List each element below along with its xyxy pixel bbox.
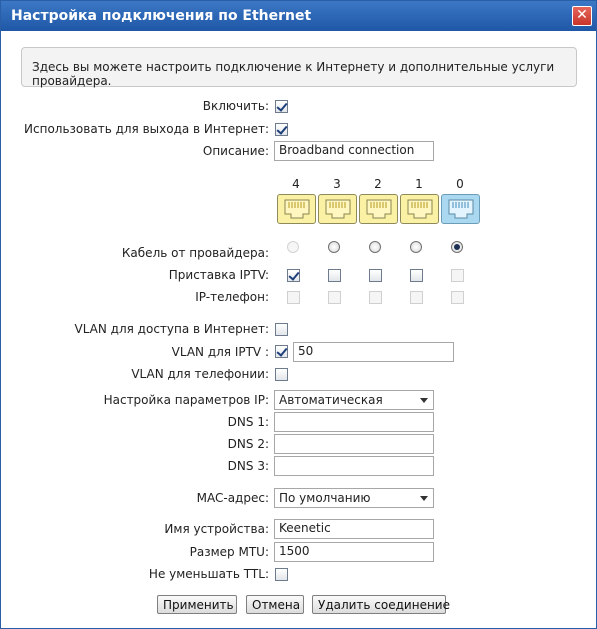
vlan-phone-label: VLAN для телефонии: xyxy=(131,367,269,381)
dns3-input[interactable] xyxy=(274,456,434,476)
dns2-label: DNS 2: xyxy=(227,437,269,451)
description-value: Broadband connection xyxy=(279,143,415,157)
port-number-2: 2 xyxy=(374,177,382,191)
vlan-internet-checkbox[interactable] xyxy=(275,323,288,336)
vlan-iptv-input[interactable] xyxy=(293,342,454,362)
ethernet-port-icon xyxy=(406,198,434,220)
ttl-label: Не уменьшать TTL: xyxy=(148,567,269,581)
cable-radio-port-0[interactable] xyxy=(451,241,463,253)
port-number-0: 0 xyxy=(456,177,464,191)
chevron-down-icon xyxy=(420,496,428,501)
phone-checkbox-port-2 xyxy=(369,291,382,304)
cable-radio-port-1[interactable] xyxy=(410,241,422,253)
ethernet-port-icon xyxy=(447,198,475,220)
cancel-button[interactable]: Отмена xyxy=(246,595,304,614)
mac-select[interactable] xyxy=(274,488,434,508)
dns1-input[interactable] xyxy=(274,412,434,432)
mac-label: MAC-адрес: xyxy=(196,491,269,505)
window-title: Настройка подключения по Ethernet xyxy=(11,8,312,24)
phone-label: IP-телефон: xyxy=(195,290,269,304)
close-icon: ✕ xyxy=(576,7,588,23)
mtu-value: 1500 xyxy=(279,544,310,558)
cable-radio-port-3[interactable] xyxy=(328,241,340,253)
vlan-phone-checkbox[interactable] xyxy=(275,368,288,381)
description-input[interactable] xyxy=(274,141,434,161)
ethernet-port-icon xyxy=(365,198,393,220)
iptv-checkbox-port-1[interactable] xyxy=(410,269,423,282)
enable-checkbox[interactable] xyxy=(275,100,288,113)
iptv-checkbox-port-4[interactable] xyxy=(287,269,300,282)
phone-checkbox-port-0 xyxy=(451,291,464,304)
ip-settings-value: Автоматическая xyxy=(279,393,383,407)
mac-value: По умолчанию xyxy=(279,491,371,505)
port-3 xyxy=(318,194,357,224)
ip-settings-label: Настройка параметров IP: xyxy=(103,393,269,407)
port-number-3: 3 xyxy=(333,177,341,191)
ttl-checkbox[interactable] xyxy=(275,568,288,581)
vlan-iptv-label: VLAN для IPTV : xyxy=(171,345,269,359)
internet-label: Использовать для выхода в Интернет: xyxy=(24,122,269,136)
vlan-internet-label: VLAN для доступа в Интернет: xyxy=(74,322,269,336)
port-number-1: 1 xyxy=(415,177,423,191)
mtu-label: Размер MTU: xyxy=(189,545,269,559)
port-number-4: 4 xyxy=(292,177,300,191)
port-0-wan xyxy=(441,194,480,224)
port-2 xyxy=(359,194,398,224)
info-banner xyxy=(21,47,577,87)
apply-button[interactable]: Применить xyxy=(157,595,237,614)
delete-connection-button[interactable]: Удалить соединение xyxy=(312,595,446,614)
phone-checkbox-port-3 xyxy=(328,291,341,304)
ethernet-port-icon xyxy=(324,198,352,220)
device-name-label: Имя устройства: xyxy=(164,522,269,536)
dns2-input[interactable] xyxy=(274,434,434,454)
iptv-checkbox-port-3[interactable] xyxy=(328,269,341,282)
dns1-label: DNS 1: xyxy=(227,415,269,429)
ethernet-port-icon xyxy=(283,198,311,220)
mtu-input[interactable] xyxy=(274,542,434,562)
vlan-iptv-checkbox[interactable] xyxy=(275,345,288,358)
device-name-value: Keenetic xyxy=(279,521,331,535)
description-label: Описание: xyxy=(202,144,269,158)
internet-checkbox[interactable] xyxy=(275,123,288,136)
dns3-label: DNS 3: xyxy=(227,459,269,473)
iptv-checkbox-port-0 xyxy=(451,269,464,282)
cable-radio-port-4 xyxy=(287,241,299,253)
enable-label: Включить: xyxy=(202,99,269,113)
close-button[interactable] xyxy=(572,6,592,26)
info-text: Здесь вы можете настроить подключение к Интернету и дополнительные услуги провайдера. xyxy=(32,60,555,88)
device-name-input[interactable] xyxy=(274,519,434,539)
port-1 xyxy=(400,194,439,224)
cable-label: Кабель от провайдера: xyxy=(121,246,269,260)
port-4 xyxy=(277,194,316,224)
phone-checkbox-port-1 xyxy=(410,291,423,304)
phone-checkbox-port-4 xyxy=(287,291,300,304)
title-bar xyxy=(1,1,596,31)
iptv-label: Приставка IPTV: xyxy=(168,268,269,282)
ip-settings-select[interactable] xyxy=(274,390,434,410)
cable-radio-port-2[interactable] xyxy=(369,241,381,253)
vlan-iptv-value: 50 xyxy=(298,344,314,358)
chevron-down-icon xyxy=(420,398,428,403)
iptv-checkbox-port-2[interactable] xyxy=(369,269,382,282)
